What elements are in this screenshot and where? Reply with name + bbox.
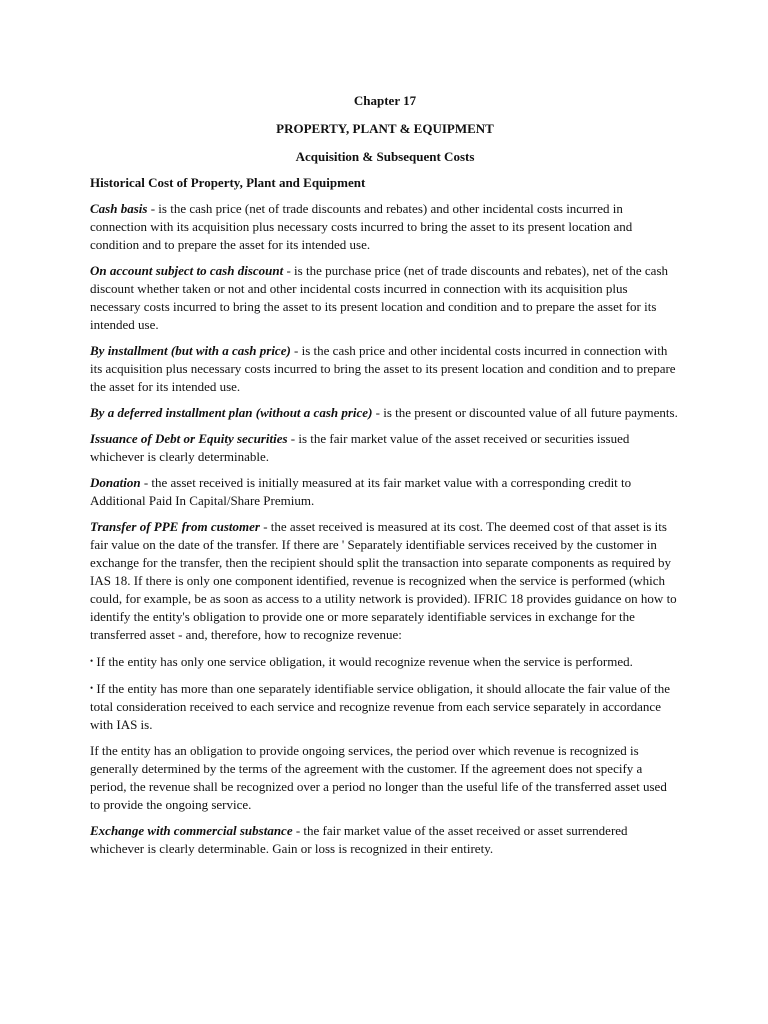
chapter-subtitle: Acquisition & Subsequent Costs (295, 149, 475, 164)
bullet-text: If the entity has only one service obligation, it would recognize revenue when the service is performed. (93, 654, 633, 669)
bullet-item (90, 679, 680, 734)
paragraph-installment (90, 342, 680, 396)
definition: - is the purchase price (net of trade discounts and rebates), net of the cash discount whether taken or not and other incidental costs incurred in connection with its acquisition plus necessary costs incurred to bring the asset to its present location and condition and to prepare the asset for its intended use. (90, 263, 669, 332)
chapter-title: PROPERTY, PLANT & EQUIPMENT (276, 121, 494, 136)
bullet-icon: • (90, 656, 94, 666)
bullet-icon: • (90, 683, 94, 693)
paragraph-deferred-installment (90, 404, 680, 422)
paragraph-securities (90, 430, 680, 466)
term: On account subject to cash discount (90, 263, 284, 278)
term: Transfer of PPE from customer (90, 519, 260, 534)
chapter-number: Chapter 17 (353, 93, 417, 108)
definition: - the asset received is initially measured at its fair market value with a corresponding credit to Additional Paid In Capital/Share Premium. (90, 475, 632, 508)
section-heading: Historical Cost of Property, Plant and Equipment (90, 175, 366, 190)
definition: - is the cash price (net of trade discounts and rebates) and other incidental costs incurred in connection with its acquisition plus necessary costs incurred to bring the asset to its present location and condition and to prepare the asset for its intended use. (90, 201, 633, 252)
bullet-text: If the entity has more than one separately identifiable service obligation, it should allocate the fair value of the total consideration received to each service and recognize revenue from each service separately in accordance with IAS is. (90, 681, 671, 732)
definition: - is the cash price and other incidental costs incurred in connection with its acquisition plus necessary costs incurred to bring the asset to its present location and condition and to prepare the asset for its intended use. (90, 343, 676, 394)
paragraph-exchange (90, 822, 680, 858)
term: Issuance of Debt or Equity securities (90, 431, 288, 446)
bullet-item (90, 652, 680, 671)
term: Cash basis (90, 201, 148, 216)
paragraph-transfer-ppe (90, 518, 680, 644)
term: Exchange with commercial substance (90, 823, 293, 838)
definition: - is the fair market value of the asset received or securities issued whichever is clearly determinable. (90, 431, 630, 464)
term: By installment (but with a cash price) (90, 343, 291, 358)
paragraph-donation (90, 474, 680, 510)
paragraph-cash-discount (90, 262, 680, 334)
paragraph-ongoing-services: If the entity has an obligation to provide ongoing services, the period over which revenue is recognized is generally determined by the terms of the agreement with the customer. If the agreement does not specify a period, the revenue shall be recognized over a period no longer than the useful life of the transferred asset used to provide the ongoing service. (90, 743, 667, 812)
paragraph-cash-basis (90, 200, 680, 254)
term: By a deferred installment plan (without a cash price) (90, 405, 373, 420)
definition: - is the present or discounted value of all future payments. (372, 405, 678, 420)
term: Donation (90, 475, 141, 490)
definition: - the fair market value of the asset received or asset surrendered whichever is clearly determinable. Gain or loss is recognized in their entirety. (90, 823, 628, 856)
definition: - the asset received is measured at its cost. The deemed cost of that asset is its fair value on the date of the transfer. If there are ' Separately identifiable services received by the customer in exchange for the transfer, then the recipient should split the transaction into separate components as required by IAS 18. If there is only one component identified, revenue is recognized when the service is performed (which could, for example, be as soon as access to a utility network is provided). IFRIC 18 provides guidance on how to identify the entity's obligation to provide one or more separately identifiable services in exchange for the transferred asset - and, therefore, how to recognize revenue: (90, 519, 677, 642)
